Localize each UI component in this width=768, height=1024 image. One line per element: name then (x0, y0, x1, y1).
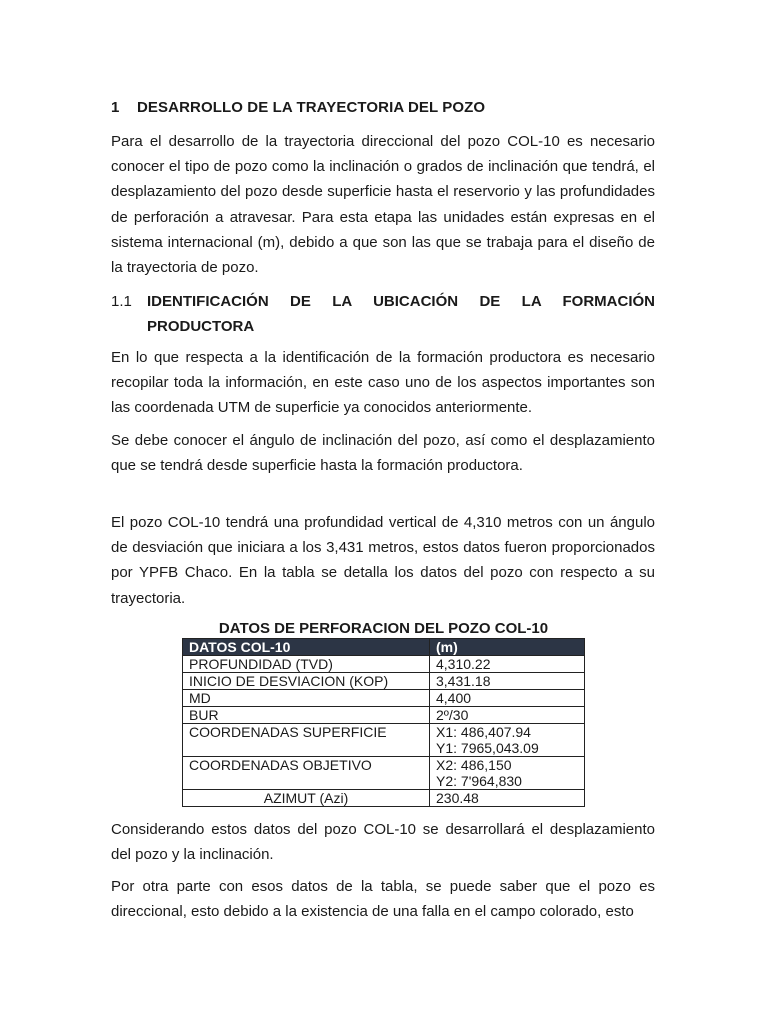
table-row (183, 790, 585, 807)
coordinate-x: X2: 486,150 (436, 757, 512, 773)
row-value: 230.48 (430, 790, 585, 807)
coordinate-x: X1: 486,407.94 (436, 724, 531, 740)
table-header-cell: DATOS COL-10 (183, 639, 430, 656)
drilling-data-table (182, 638, 585, 807)
table-header-row (183, 639, 585, 656)
table-row (183, 724, 585, 757)
row-label: INICIO DE DESVIACION (KOP) (183, 673, 430, 690)
table-row (183, 757, 585, 790)
table-row (183, 656, 585, 673)
coordinate-y: Y2: 7'964,830 (436, 773, 522, 789)
directional-paragraph: Por otra parte con esos datos de la tabla, se puede saber que el pozo es direccional, esto debido a la existencia de una falla en el campo colorado, esto (111, 878, 655, 921)
section-heading (111, 99, 485, 116)
row-value (430, 757, 585, 790)
row-label: BUR (183, 707, 430, 724)
row-label: COORDENADAS OBJETIVO (183, 757, 430, 790)
subsection-title: IDENTIFICACIÓN DE LA UBICACIÓN DE LA FORMACIÓN PRODUCTORA (147, 293, 655, 335)
row-label: COORDENADAS SUPERFICIE (183, 724, 430, 757)
subsection-number: 1.1 (111, 293, 132, 310)
considering-paragraph: Considerando estos datos del pozo COL-10 se desarrollará el desplazamiento del pozo y la inclinación. (111, 821, 655, 864)
section-title: DESARROLLO DE LA TRAYECTORIA DEL POZO (137, 99, 486, 116)
table-title: DATOS DE PERFORACION DEL POZO COL-10 (218, 620, 549, 637)
well-depth-paragraph: El pozo COL-10 tendrá una profundidad vertical de 4,310 metros con un ángulo de desviación que iniciara a los 3,431 metros, estos datos fueron proporcionados por YPFB Chaco. En la tabla se detalla los datos del pozo con respecto a su trayectoria. (111, 514, 655, 607)
row-value (430, 724, 585, 757)
row-label: AZIMUT (Azi) (183, 790, 430, 807)
formation-paragraph: En lo que respecta a la identificación de la formación productora es necesario recopilar toda la información, en este caso uno de los aspectos importantes son las coordenada UTM de superficie ya conocidos anteriormente. (111, 349, 655, 417)
row-value: 2º/30 (430, 707, 585, 724)
table-header-cell: (m) (430, 639, 585, 656)
section-number: 1 (111, 99, 120, 116)
coordinate-y: Y1: 7965,043.09 (436, 740, 539, 756)
table-row (183, 707, 585, 724)
angle-paragraph: Se debe conocer el ángulo de inclinación del pozo, así como el desplazamiento que se tendrá desde superficie hasta la formación productora. (111, 432, 655, 475)
row-value: 3,431.18 (430, 673, 585, 690)
intro-paragraph: Para el desarrollo de la trayectoria direccional del pozo COL-10 es necesario conocer el tipo de pozo como la inclinación o grados de inclinación que tendrá, el desplazamiento del pozo desde superficie hasta el reservorio y las profundidades de perforación a atravesar. Para esta etapa las unidades están expresas en el sistema internacional (m), debido a que son las que se trabaja para el diseño de la trayectoria de pozo. (111, 133, 655, 277)
row-value: 4,310.22 (430, 656, 585, 673)
row-value: 4,400 (430, 690, 585, 707)
row-label: PROFUNDIDAD (TVD) (183, 656, 430, 673)
table-row (183, 673, 585, 690)
table-row (183, 690, 585, 707)
row-label: MD (183, 690, 430, 707)
